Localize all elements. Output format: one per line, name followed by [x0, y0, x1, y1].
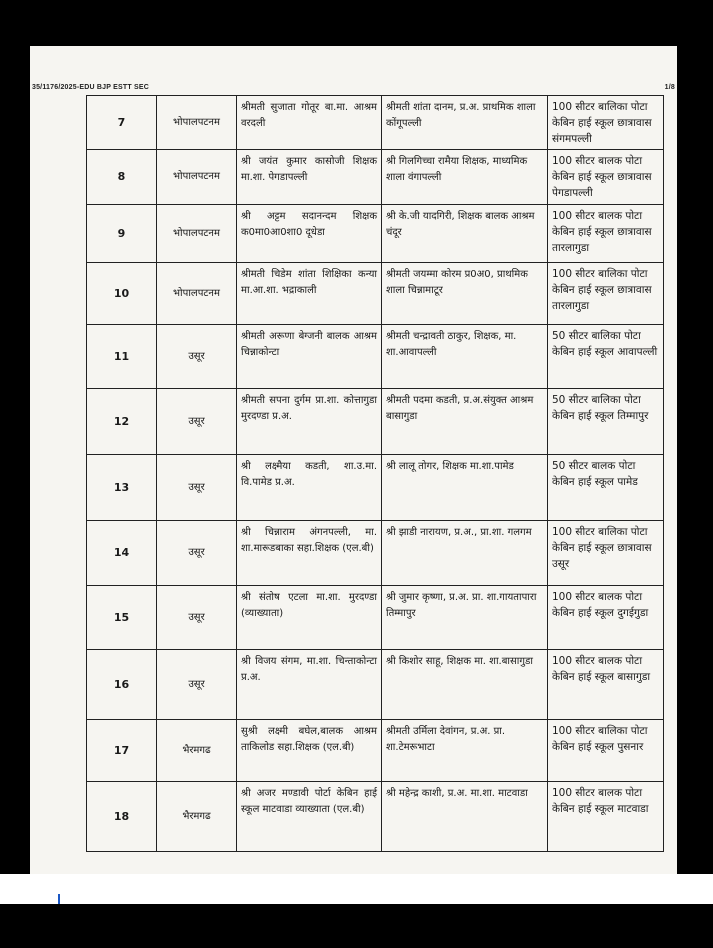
- block-name: भोपालपटनम: [157, 150, 237, 205]
- block-name: उसूर: [157, 586, 237, 650]
- bottom-strip: [0, 874, 713, 904]
- assigned-teacher: श्री जुमार कृष्णा, प्र.अ. प्रा. शा.गायतापारा तिम्मापुर: [382, 586, 548, 650]
- hostel-name: 100 सीटर बालिका पोटा केबिन हाई स्कूल छात्रावास उसूर: [548, 521, 664, 586]
- hostel-name: 100 सीटर बालक पोटा केबिन हाई स्कूल माटवाडा: [548, 782, 664, 852]
- transfer-table: [86, 95, 664, 852]
- assigned-teacher: श्रीमती उर्मिला देवांगन, प्र.अ. प्रा. शा.टेमरूभाटा: [382, 720, 548, 782]
- block-name: भैरमगढ: [157, 720, 237, 782]
- block-name: भोपालपटनम: [157, 96, 237, 150]
- serial-number: 14: [87, 521, 157, 586]
- table-row: [87, 205, 664, 263]
- hostel-name: 100 सीटर बालिका पोटा केबिन हाई स्कूल छात्रावास तारलागुडा: [548, 263, 664, 325]
- serial-number: 8: [87, 150, 157, 205]
- employee-name: श्री जयंत कुमार कासोजी शिक्षक मा.शा. पेगडापल्ली: [237, 150, 382, 205]
- table-row: [87, 389, 664, 455]
- assigned-teacher: श्रीमती पदमा कडती, प्र.अ.संयुक्त आश्रम बासागुडा: [382, 389, 548, 455]
- assigned-teacher: श्री गिलगिच्चा रामैया शिक्षक, माध्यमिक शाला वंगापल्ली: [382, 150, 548, 205]
- assigned-teacher: श्री के.जी यादगिरी, शिक्षक बालक आश्रम चंदूर: [382, 205, 548, 263]
- employee-name: श्री विजय संगम, मा.शा. चिन्ताकोन्टा प्र.अ.: [237, 650, 382, 720]
- scroll-marker: [58, 894, 60, 904]
- block-name: भोपालपटनम: [157, 263, 237, 325]
- table-row: [87, 455, 664, 521]
- assigned-teacher: श्री लालू तोगर, शिक्षक मा.शा.पामेड: [382, 455, 548, 521]
- assigned-teacher: श्री झाडी नारायण, प्र.अ., प्रा.शा. गलगम: [382, 521, 548, 586]
- employee-name: श्री अट्टम सदानन्दम शिक्षक क0मा0आ0शा0 दूधेडा: [237, 205, 382, 263]
- employee-name: श्री चिन्नाराम अंगनपल्ली, मा. शा.मारूडबाका सहा.शिक्षक (एल.बी): [237, 521, 382, 586]
- table-row: [87, 586, 664, 650]
- table-row: [87, 782, 664, 852]
- employee-name: सुश्री लक्ष्मी बघेल,बालक आश्रम ताकिलोड सहा.शिक्षक (एल.बी): [237, 720, 382, 782]
- table-row: [87, 650, 664, 720]
- serial-number: 9: [87, 205, 157, 263]
- hostel-name: 100 सीटर बालक पोटा केबिन हाई स्कूल दुगईगुडा: [548, 586, 664, 650]
- employee-name: श्री लक्ष्मैया कडती, शा.उ.मा. वि.पामेड प्र.अ.: [237, 455, 382, 521]
- assigned-teacher: श्रीमती चन्द्रावती ठाकुर, शिक्षक, मा. शा.आवापल्ली: [382, 325, 548, 389]
- table-row: [87, 720, 664, 782]
- employee-name: श्री अजर मण्डावी पोर्टा केबिन हाई स्कूल माटवाडा व्याख्याता (एल.बी): [237, 782, 382, 852]
- serial-number: 17: [87, 720, 157, 782]
- serial-number: 18: [87, 782, 157, 852]
- hostel-name: 50 सीटर बालिका पोटा केबिन हाई स्कूल आवापल्ली: [548, 325, 664, 389]
- page-number: 1/8: [664, 84, 675, 91]
- employee-name: श्रीमती सुजाता गोतूर बा.मा. आश्रम वरदली: [237, 96, 382, 150]
- block-name: उसूर: [157, 325, 237, 389]
- hostel-name: 100 सीटर बालिका पोटा केबिन हाई स्कूल पुसनार: [548, 720, 664, 782]
- serial-number: 13: [87, 455, 157, 521]
- hostel-name: 100 सीटर बालिका पोटा केबिन हाई स्कूल छात्रावास संगमपल्ली: [548, 96, 664, 150]
- block-name: उसूर: [157, 455, 237, 521]
- file-reference: 35/1176/2025-EDU BJP ESTT SEC: [32, 84, 149, 91]
- block-name: उसूर: [157, 521, 237, 586]
- hostel-name: 100 सीटर बालक पोटा केबिन हाई स्कूल बासागुडा: [548, 650, 664, 720]
- document-page: [30, 46, 677, 874]
- table-row: [87, 263, 664, 325]
- employee-name: श्रीमती चिडेम शांता शिक्षिका कन्या मा.आ.शा. भद्राकाली: [237, 263, 382, 325]
- serial-number: 12: [87, 389, 157, 455]
- assigned-teacher: श्री किशोर साहू, शिक्षक मा. शा.बासागुडा: [382, 650, 548, 720]
- hostel-name: 50 सीटर बालक पोटा केबिन हाई स्कूल पामेड: [548, 455, 664, 521]
- block-name: भैरमगढ: [157, 782, 237, 852]
- assigned-teacher: श्री महेन्द्र काशी, प्र.अ. मा.शा. माटवाडा: [382, 782, 548, 852]
- block-name: भोपालपटनम: [157, 205, 237, 263]
- block-name: उसूर: [157, 650, 237, 720]
- table-row: [87, 150, 664, 205]
- serial-number: 10: [87, 263, 157, 325]
- employee-name: श्रीमती सपना दुर्गम प्रा.शा. कोत्तागुडा मुरदण्डा प्र.अ.: [237, 389, 382, 455]
- hostel-name: 100 सीटर बालक पोटा केबिन हाई स्कूल छात्रावास पेगडापल्ली: [548, 150, 664, 205]
- serial-number: 16: [87, 650, 157, 720]
- assigned-teacher: श्रीमती जयम्मा कोरम प्र0अ0, प्राथमिक शाला चिन्नामाटूर: [382, 263, 548, 325]
- employee-name: श्रीमती अरूणा बेग्जनी बालक आश्रम चिन्नाकोन्टा: [237, 325, 382, 389]
- table-row: [87, 325, 664, 389]
- table-row: [87, 96, 664, 150]
- assigned-teacher: श्रीमती शांता दानम, प्र.अ. प्राथमिक शाला कोंगूपल्ली: [382, 96, 548, 150]
- employee-name: श्री संतोष एटला मा.शा. मुरदण्डा (व्याख्याता): [237, 586, 382, 650]
- serial-number: 7: [87, 96, 157, 150]
- block-name: उसूर: [157, 389, 237, 455]
- serial-number: 11: [87, 325, 157, 389]
- serial-number: 15: [87, 586, 157, 650]
- table-row: [87, 521, 664, 586]
- hostel-name: 50 सीटर बालिका पोटा केबिन हाई स्कूल तिम्मापुर: [548, 389, 664, 455]
- hostel-name: 100 सीटर बालक पोटा केबिन हाई स्कूल छात्रावास तारलागुडा: [548, 205, 664, 263]
